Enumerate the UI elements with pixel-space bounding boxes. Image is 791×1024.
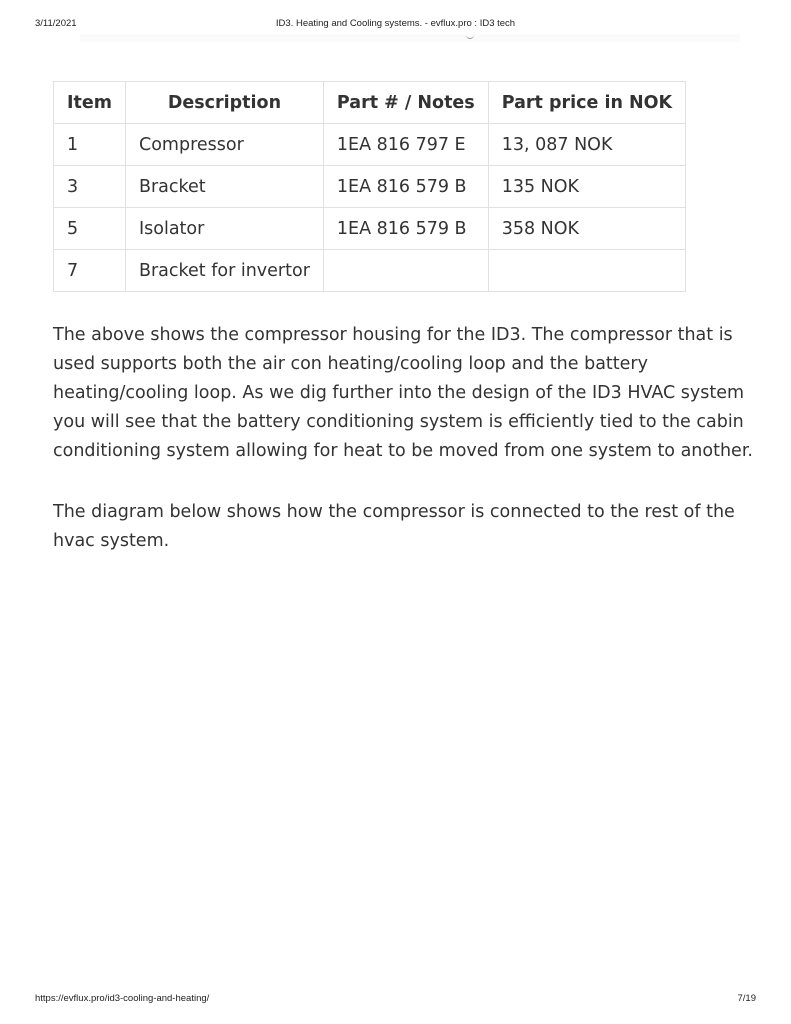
cell-item: 7 [54, 250, 126, 292]
cell-description: Bracket [125, 166, 323, 208]
page-url: https://evflux.pro/id3-cooling-and-heating/ [35, 993, 210, 1004]
parts-table [53, 81, 686, 292]
cell-price: 358 NOK [488, 208, 685, 250]
cell-item: 1 [54, 124, 126, 166]
body-paragraph-compressor: The above shows the compressor housing for the ID3. The compressor that is used supports both the air con heating/cooling loop and the battery heating/cooling loop. As we dig further into the design of the ID3 HVAC system you will see that the battery conditioning system is efficiently tied to the cabin conditioning system allowing for heat to be moved from one system to another. [53, 325, 753, 461]
clipped-image-strip [80, 34, 740, 42]
cell-price [488, 250, 685, 292]
page-number: 7/19 [737, 993, 756, 1004]
table-header-row [54, 82, 686, 124]
table-row [54, 166, 686, 208]
cell-price: 135 NOK [488, 166, 685, 208]
table-row [54, 250, 686, 292]
column-header-item: Item [54, 82, 126, 124]
cell-part-number: 1EA 816 797 E [323, 124, 488, 166]
table-row [54, 208, 686, 250]
print-date: 3/11/2021 [35, 18, 77, 29]
cell-part-number [323, 250, 488, 292]
page-title: ID3. Heating and Cooling systems. - evflux.pro : ID3 tech [275, 18, 516, 29]
cell-description: Isolator [125, 208, 323, 250]
cell-part-number: 1EA 816 579 B [323, 166, 488, 208]
cell-description: Compressor [125, 124, 323, 166]
cell-description: Bracket for invertor [125, 250, 323, 292]
cell-price: 13, 087 NOK [488, 124, 685, 166]
column-header-part-number: Part # / Notes [323, 82, 488, 124]
cell-part-number: 1EA 816 579 B [323, 208, 488, 250]
column-header-price: Part price in NOK [488, 82, 685, 124]
body-paragraph-diagram: The diagram below shows how the compressor is connected to the rest of the hvac system. [53, 502, 735, 551]
cell-item: 5 [54, 208, 126, 250]
column-header-description: Description [125, 82, 323, 124]
cell-item: 3 [54, 166, 126, 208]
table-row [54, 124, 686, 166]
